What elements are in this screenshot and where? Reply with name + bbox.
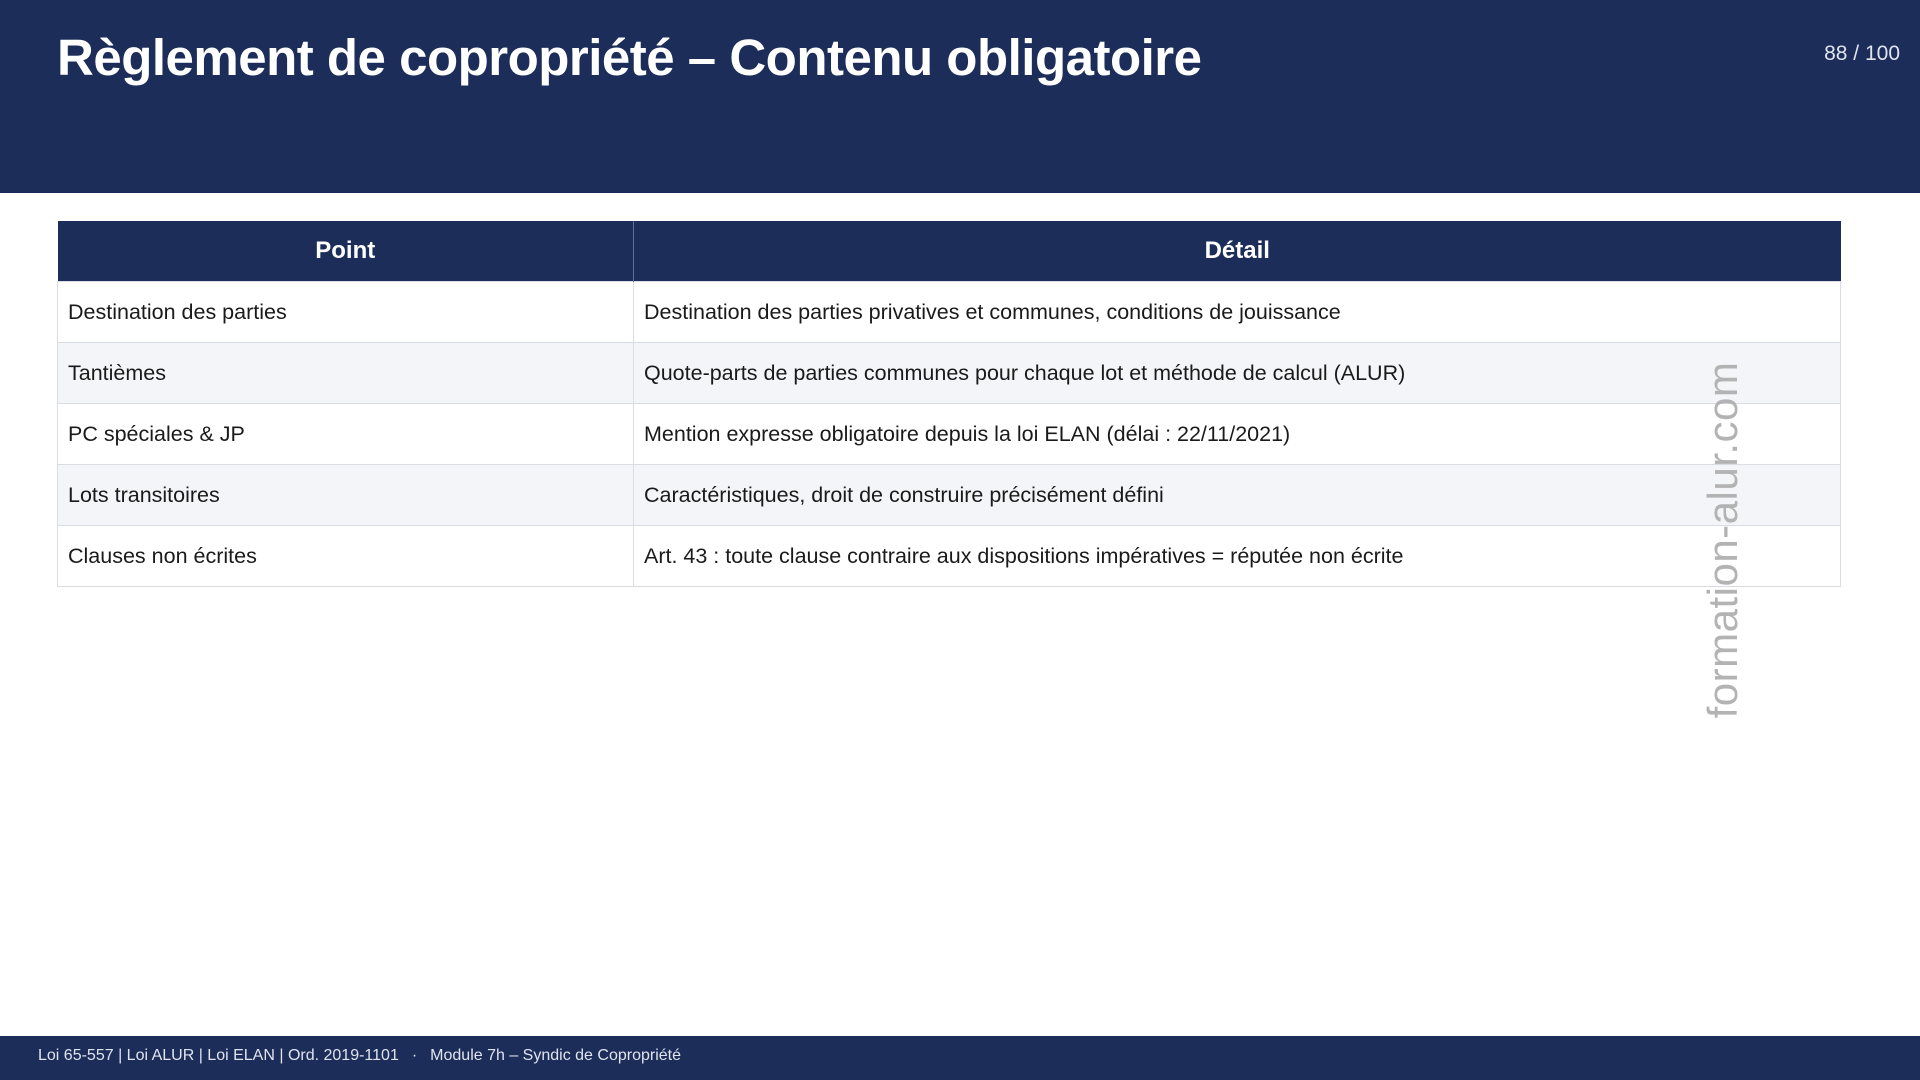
table-header-row <box>58 221 1841 282</box>
footer-text <box>38 1047 681 1065</box>
page-number: 88 / 100 <box>1824 42 1900 65</box>
cell-point: Tantièmes <box>58 343 634 404</box>
cell-detail: Caractéristiques, droit de construire précisément défini <box>634 465 1841 526</box>
watermark-text: formation-alur.com <box>1699 361 1746 719</box>
cell-detail: Quote-parts de parties communes pour chaque lot et méthode de calcul (ALUR) <box>634 343 1841 404</box>
cell-point: PC spéciales & JP <box>58 404 634 465</box>
table-row <box>58 526 1841 587</box>
cell-detail: Art. 43 : toute clause contraire aux dispositions impératives = réputée non écrite <box>634 526 1841 587</box>
slide-footer <box>0 1036 1920 1080</box>
slide-header <box>0 0 1920 193</box>
table-row <box>58 404 1841 465</box>
column-header-detail: Détail <box>634 221 1841 282</box>
cell-point: Clauses non écrites <box>58 526 634 587</box>
slide-title: Règlement de copropriété – Contenu obligatoire <box>57 29 1202 86</box>
footer-references: Loi 65-557 | Loi ALUR | Loi ELAN | Ord. 2019-1101 <box>38 1047 399 1064</box>
table-row <box>58 282 1841 343</box>
table-row <box>58 465 1841 526</box>
cell-detail: Mention expresse obligatoire depuis la loi ELAN (délai : 22/11/2021) <box>634 404 1841 465</box>
column-header-point: Point <box>58 221 634 282</box>
cell-point: Lots transitoires <box>58 465 634 526</box>
footer-separator: · <box>411 1047 418 1064</box>
footer-module: Module 7h – Syndic de Copropriété <box>430 1047 681 1064</box>
table-row <box>58 343 1841 404</box>
cell-point: Destination des parties <box>58 282 634 343</box>
cell-detail: Destination des parties privatives et communes, conditions de jouissance <box>634 282 1841 343</box>
content-table <box>57 221 1841 587</box>
